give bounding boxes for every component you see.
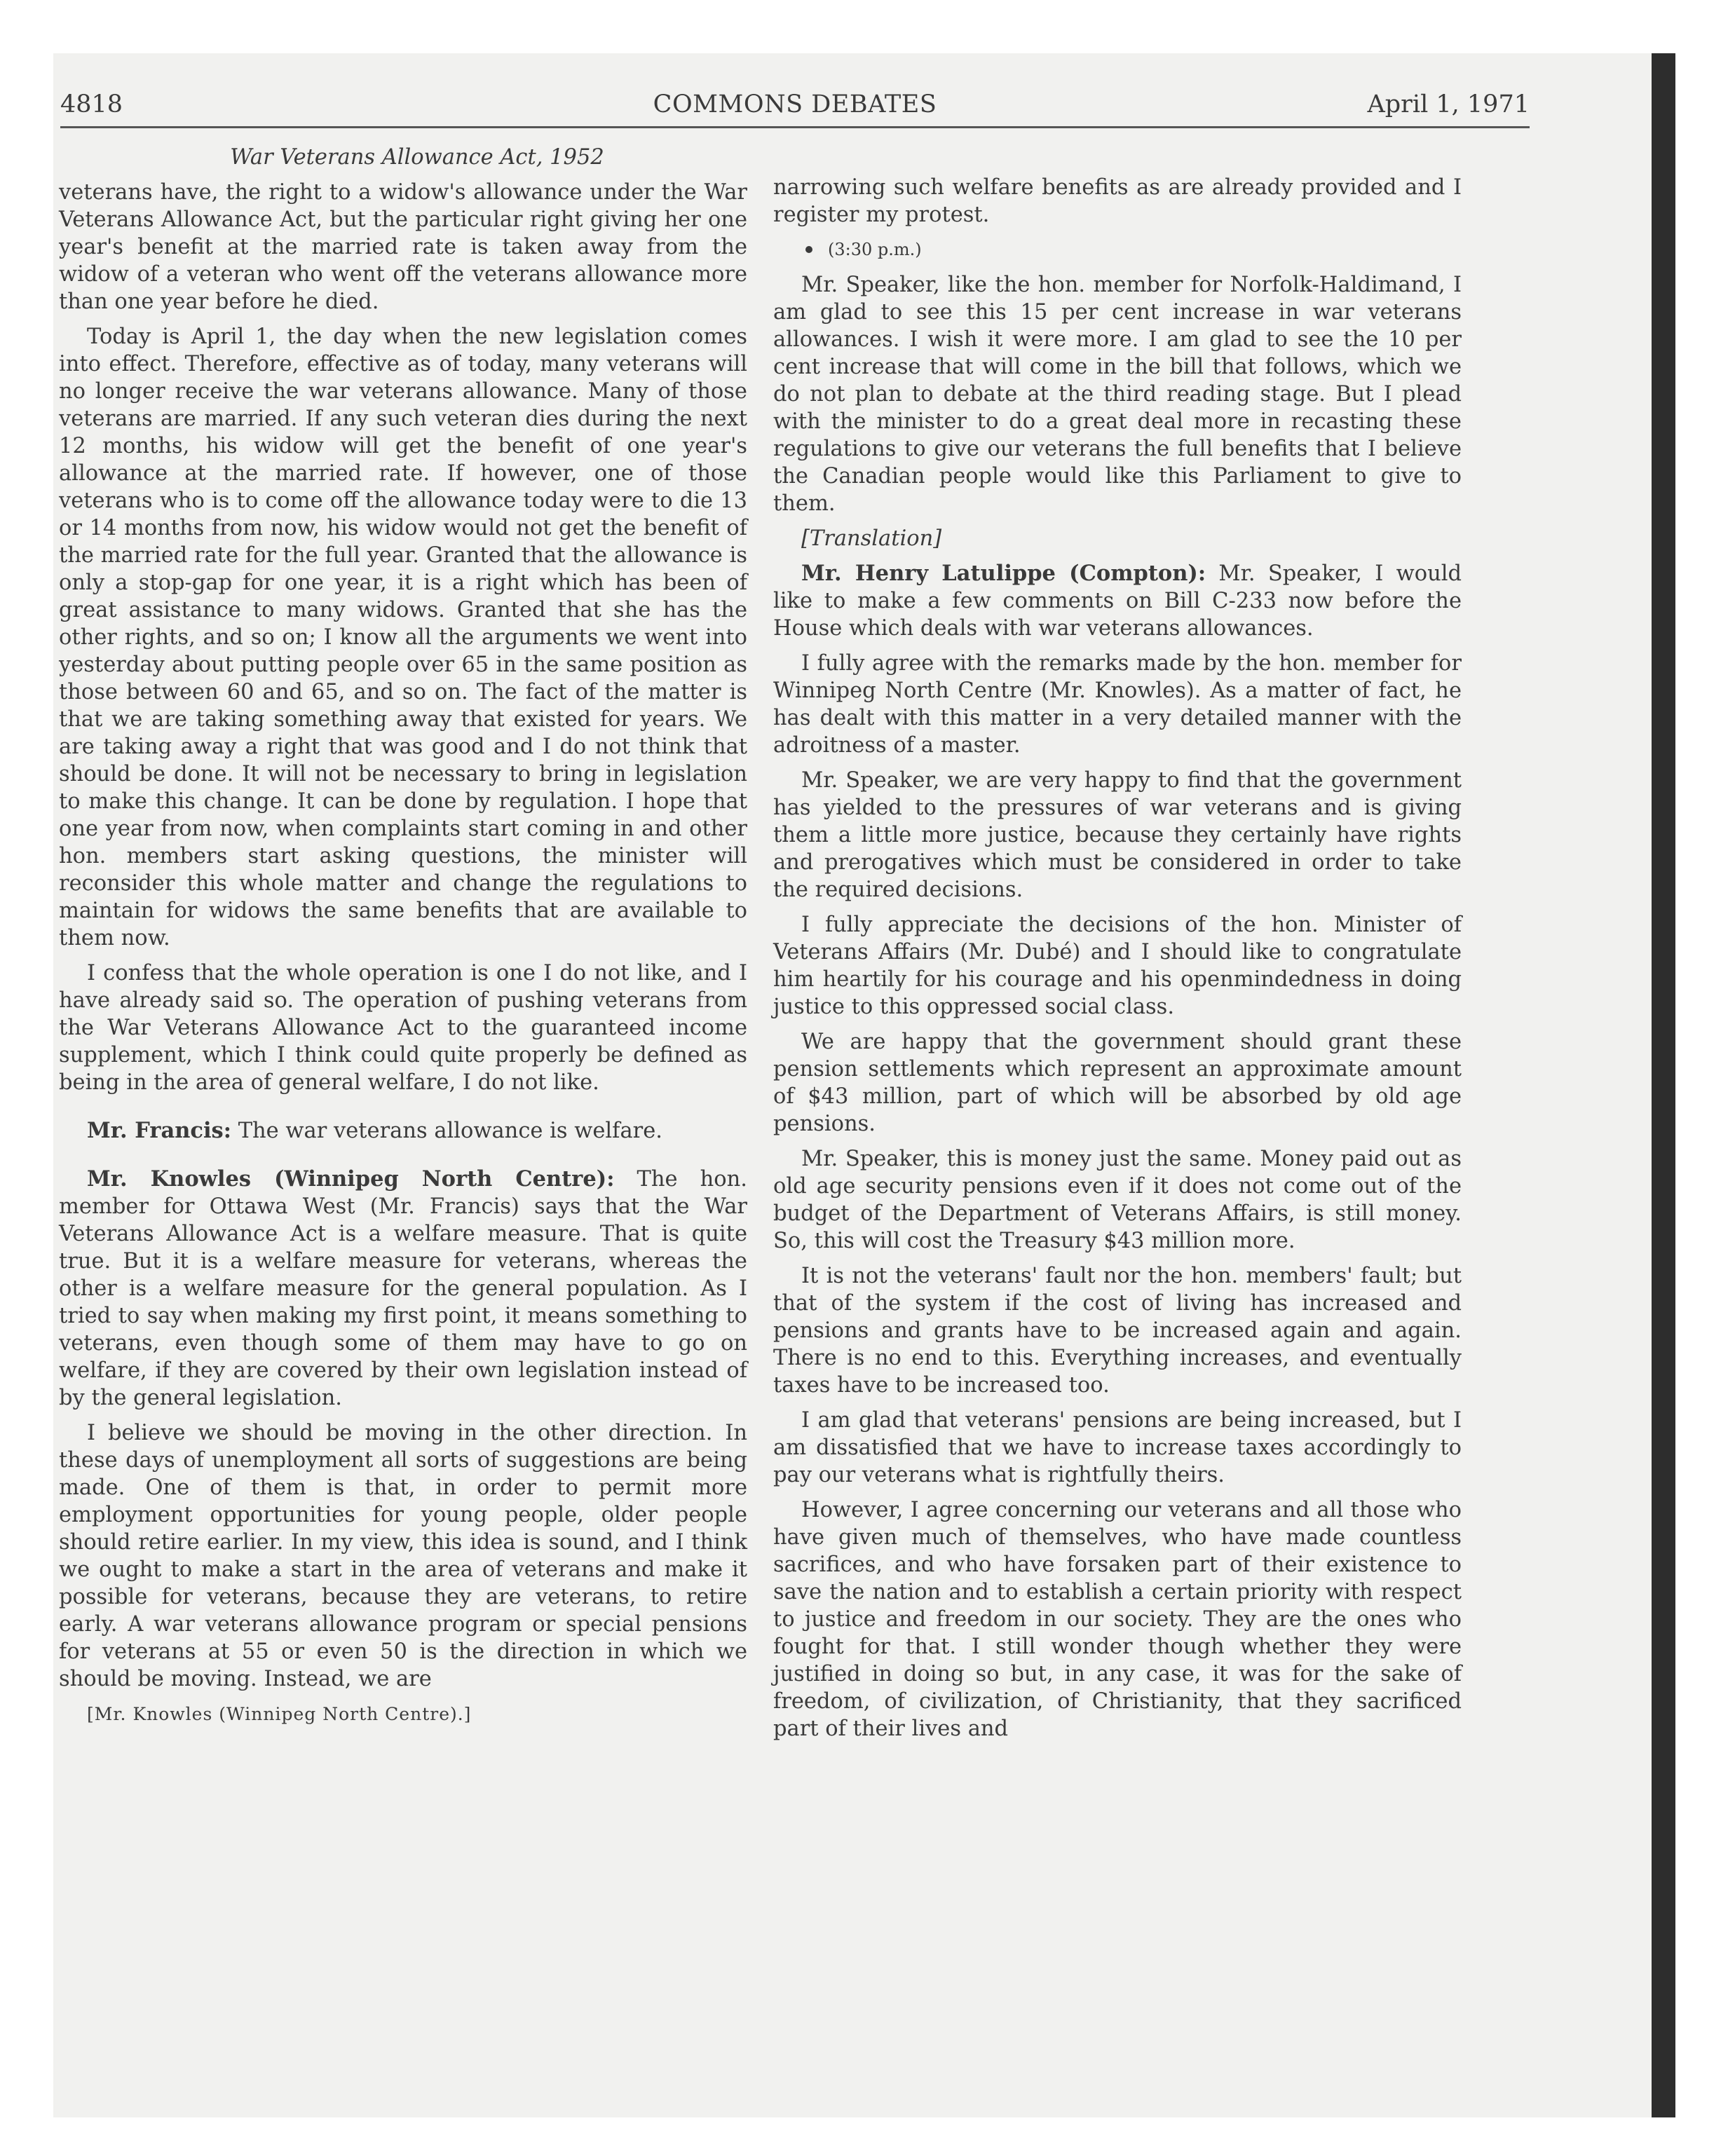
page-number: 4818	[60, 90, 123, 118]
paragraph: We are happy that the government should grant these pension settlements which represent an approximate amount of $43 million, part of which will be absorbed by old age pensions.	[773, 1030, 1462, 1136]
paragraph: narrowing such welfare benefits as are already provided and I register my protest.	[773, 175, 1462, 227]
paragraph: However, I agree concerning our veterans and all those who have given much of themselves, who have made countless sacrifices, and who have forsaken part of their existence to save the nation and to establish a certain priority with respect to justice and freedom in our society. They are the ones who fought for that. I still wonder though whether they were justified in doing so but, in any case, it was for the sake of freedom, of civilization, of Christianity, that they sacrificed part of their lives and	[773, 1498, 1462, 1741]
paragraph: Mr. Speaker, this is money just the same. Money paid out as old age security pensions even if it does not come out of the budget of the Department of Veterans Affairs, is still money. So, this will cost the Treasury $43 million more.	[773, 1147, 1462, 1253]
timestamp-text: (3:30 p.m.)	[828, 240, 922, 259]
paragraph: veterans have, the right to a widow's allowance under the War Veterans Allowance Act, but the particular right giving her one year's benefit at the married rate is taken away from the widow of a veteran who went off the veterans allowance more than one year before he died.	[59, 180, 747, 314]
speech-text: The war veterans allowance is welfare.	[238, 1119, 662, 1143]
running-head: War Veterans Allowance Act, 1952	[230, 145, 604, 170]
paragraph: Mr. Speaker, we are very happy to find that the government has yielded to the pressures of war veterans and is giving them a little more justice, because they certainly have rights and prerogatives which must be considered in order to take the required decisions.	[773, 768, 1462, 902]
scan-edge-shadow	[1652, 53, 1675, 2117]
paragraph: I confess that the whole operation is one I do not like, and I have already said so. The operation of pushing veterans from the War Veterans Allowance Act to the guaranteed income supplement, which I think could quite properly be defined as being in the area of general welfare, I do not like.	[59, 961, 747, 1095]
speaker-footer-note: [Mr. Knowles (Winnipeg North Centre).]	[87, 1704, 472, 1724]
paragraph: I fully appreciate the decisions of the hon. Minister of Veterans Affairs (Mr. Dubé) and I should like to congratulate him heartily for his courage and his openmindedness in doing justice to this oppressed social class.	[773, 913, 1462, 1019]
paragraph: Mr. Speaker, like the hon. member for Norfolk-Haldimand, I am glad to see this 15 per cent increase in war veterans allowances. I wish it were more. I am glad to see the 10 per cent increase that will come in the bill that follows, which we do not plan to debate at the third reading stage. But I plead with the minister to do a great deal more in recasting these regulations to give our veterans the full benefits that I believe the Canadian people would like this Parliament to give to them.	[773, 273, 1462, 516]
bullet-icon	[805, 246, 812, 253]
speech-knowles	[59, 1166, 747, 1412]
paragraph: I believe we should be moving in the other direction. In these days of unemployment all sorts of suggestions are being made. One of them is that, in order to permit more employment opportunities for young people, older people should retire earlier. In my view, this idea is sound, and I think we ought to make a start in the area of veterans and make it possible for veterans, because they are veterans, to retire early. A war veterans allowance program or special pensions for veterans at 55 or even 50 is the direction in which we should be moving. Instead, we are	[59, 1421, 747, 1691]
left-column	[59, 144, 747, 1735]
page-header	[60, 83, 1530, 128]
speech-text: The hon. member for Ottawa West (Mr. Francis) says that the War Veterans Allowance Act is a welfare measure. That is quite true. But it is a welfare measure for veterans, whereas the other is a welfare measure for the general population. As I tried to say when making my first point, it means something to veterans, even though some of them may have to go on welfare, if they are covered by their own legislation instead of by the general legislation.	[59, 1167, 747, 1410]
issue-date: April 1, 1971	[1367, 90, 1530, 118]
speech-francis	[59, 1117, 747, 1145]
paragraph: Today is April 1, the day when the new legislation comes into effect. Therefore, effective as of today, many veterans will no longer receive the war veterans allowance. Many of those veterans are married. If any such veteran dies during the next 12 months, his widow will get the benefit of one year's allowance at the married rate. If however, one of those veterans who is to come off the allowance today were to die 13 or 14 months from now, his widow would not get the benefit of the married rate for the full year. Granted that the allowance is only a stop-gap for one year, it is a right which has been of great assistance to many widows. Granted that she has the other rights, and so on; I know all the arguments we went into yesterday about putting people over 65 in the same position as those between 60 and 65, and so on. The fact of the matter is that we are taking something away that existed for years. We are taking away a right that was good and I do not think that should be done. It will not be necessary to bring in legislation to make this change. It can be done by regulation. I hope that one year from now, when complaints start coming in and other hon. members start asking questions, the minister will reconsider this whole matter and change the regulations to maintain for widows the same benefits that are available to them now.	[59, 325, 747, 950]
speech-latulippe	[773, 560, 1462, 642]
translation-label: [Translation]	[801, 526, 942, 551]
journal-title: COMMONS DEBATES	[653, 90, 937, 118]
paragraph: I am glad that veterans' pensions are being increased, but I am dissatisfied that we have to increase taxes accordingly to pay our veterans what is rightfully theirs.	[773, 1408, 1462, 1487]
timestamp	[773, 236, 1462, 264]
right-column	[773, 174, 1462, 1750]
speaker-name: Mr. Henry Latulippe (Compton):	[801, 561, 1206, 586]
speaker-name: Mr. Francis:	[87, 1118, 231, 1143]
paragraph: It is not the veterans' fault nor the hon. members' fault; but that of the system if the cost of living has increased and pensions and grants have to be increased again and again. There is no end to this. Everything increases, and eventually taxes have to be increased too.	[773, 1264, 1462, 1398]
speech-text: Mr. Speaker, I would like to make a few comments on Bill C-233 now before the House which deals with war veterans allowances.	[773, 561, 1462, 641]
paragraph: I fully agree with the remarks made by the hon. member for Winnipeg North Centre (Mr. Knowles). As a matter of fact, he has dealt with this matter in a very detailed manner with the adroitness of a master.	[773, 651, 1462, 758]
speaker-name: Mr. Knowles (Winnipeg North Centre):	[87, 1166, 615, 1192]
